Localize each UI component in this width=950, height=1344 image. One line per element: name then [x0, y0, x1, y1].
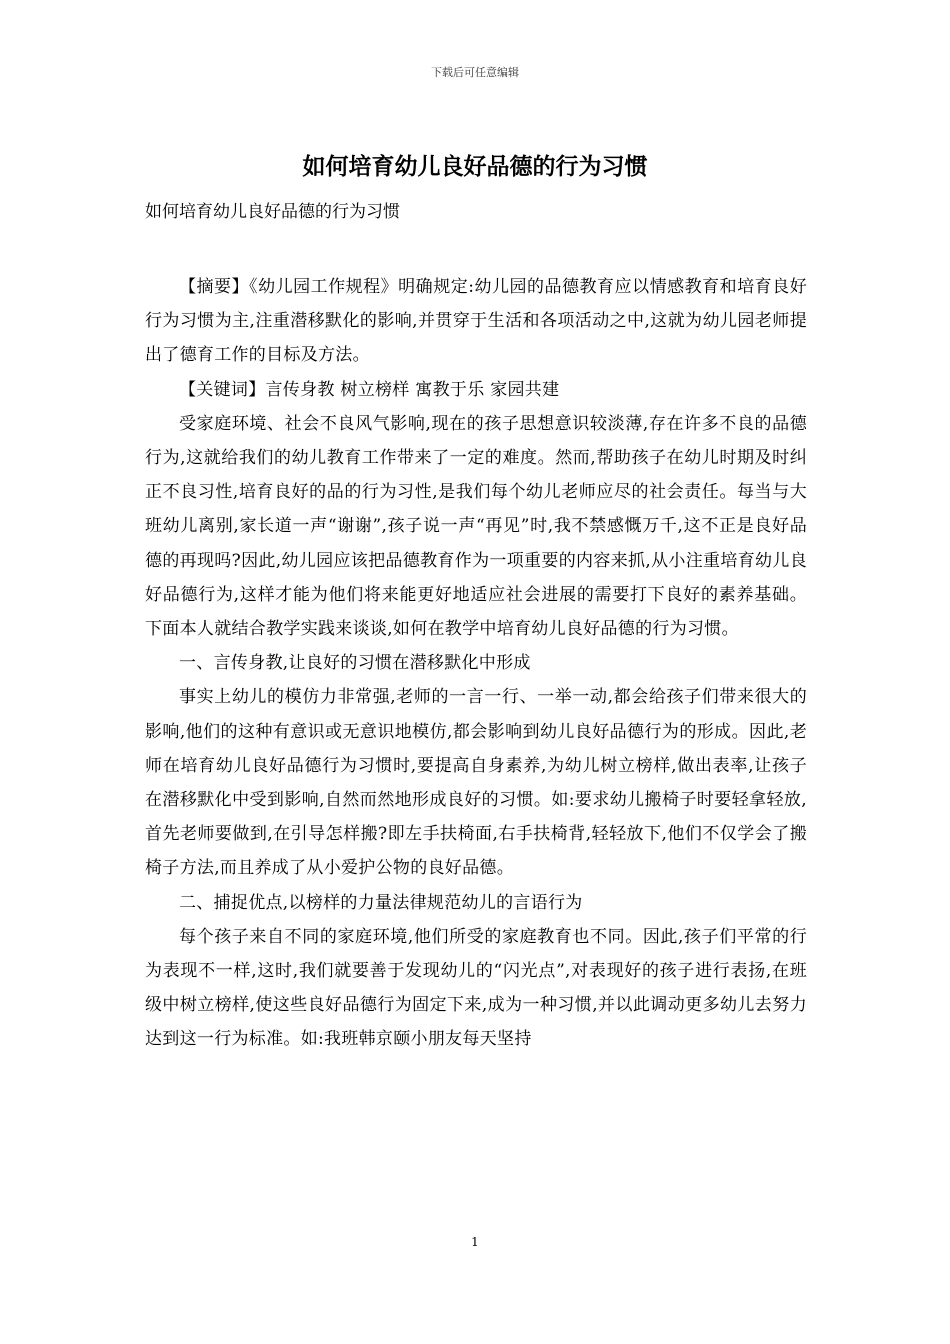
header-note: 下载后可任意编辑: [431, 66, 519, 79]
intro-paragraph: 受家庭环境、社会不良风气影响,现在的孩子思想意识较淡薄,存在许多不良的品德行为,这就给我们的幼儿教育工作带来了一定的难度。然而,帮助孩子在幼儿时期及时纠正不良习性,培育良好的品的行为习性,是我们每个幼儿老师应尽的社会责任。每当与大班幼儿离别,家长道一声“谢谢”,孩子说一声“再见”时,我不禁感慨万千,这不正是良好品德的再现吗?因此,幼儿园应该把品德教育作为一项重要的内容来抓,从小注重培育幼儿良好品德行为,这样才能为他们将来能更好地适应社会进展的需要打下良好的素养基础。下面本人就结合教学实践来谈谈,如何在教学中培育幼儿良好品德的行为习惯。: [145, 413, 807, 640]
document-body: [145, 270, 807, 1057]
section-heading-1: 一、言传身教,让良好的习惯在潜移默化中形成: [179, 653, 531, 674]
abstract-paragraph: 【摘要】《幼儿园工作规程》明确规定:幼儿园的品德教育应以情感教育和培育良好行为习惯为主,注重潜移默化的影响,并贯穿于生活和各项活动之中,这就为幼儿园老师提出了德育工作的目标及方法。: [145, 277, 807, 366]
section-1-paragraph: 事实上幼儿的模仿力非常强,老师的一言一行、一举一动,都会给孩子们带来很大的影响,他们的这种有意识或无意识地模仿,都会影响到幼儿良好品德行为的形成。因此,老师在培育幼儿良好品德行为习惯时,要提高自身素养,为幼儿树立榜样,做出表率,让孩子在潜移默化中受到影响,自然而然地形成良好的习惯。如:要求幼儿搬椅子时要轻拿轻放,首先老师要做到,在引导怎样搬?即左手扶椅面,右手扶椅背,轻轻放下,他们不仅学会了搬椅子方法,而且养成了从小爱护公物的良好品德。: [145, 687, 807, 879]
document-subtitle: 如何培育幼儿良好品德的行为习惯: [145, 202, 400, 222]
page-number: 1: [471, 1235, 479, 1249]
document-title: 如何培育幼儿良好品德的行为习惯: [302, 153, 648, 180]
section-2-paragraph: 每个孩子来自不同的家庭环境,他们所受的家庭教育也不同。因此,孩子们平常的行为表现不一样,这时,我们就要善于发现幼儿的“闪光点”,对表现好的孩子进行表扬,在班级中树立榜样,使这些良好品德行为固定下来,成为一种习惯,并以此调动更多幼儿去努力达到这一行为标准。如:我班韩京颐小朋友每天坚持: [145, 926, 807, 1050]
keywords-paragraph: 【关键词】言传身教 树立榜样 寓教于乐 家园共建: [179, 379, 560, 400]
section-heading-2: 二、捕捉优点,以榜样的力量法律规范幼儿的言语行为: [179, 892, 583, 913]
